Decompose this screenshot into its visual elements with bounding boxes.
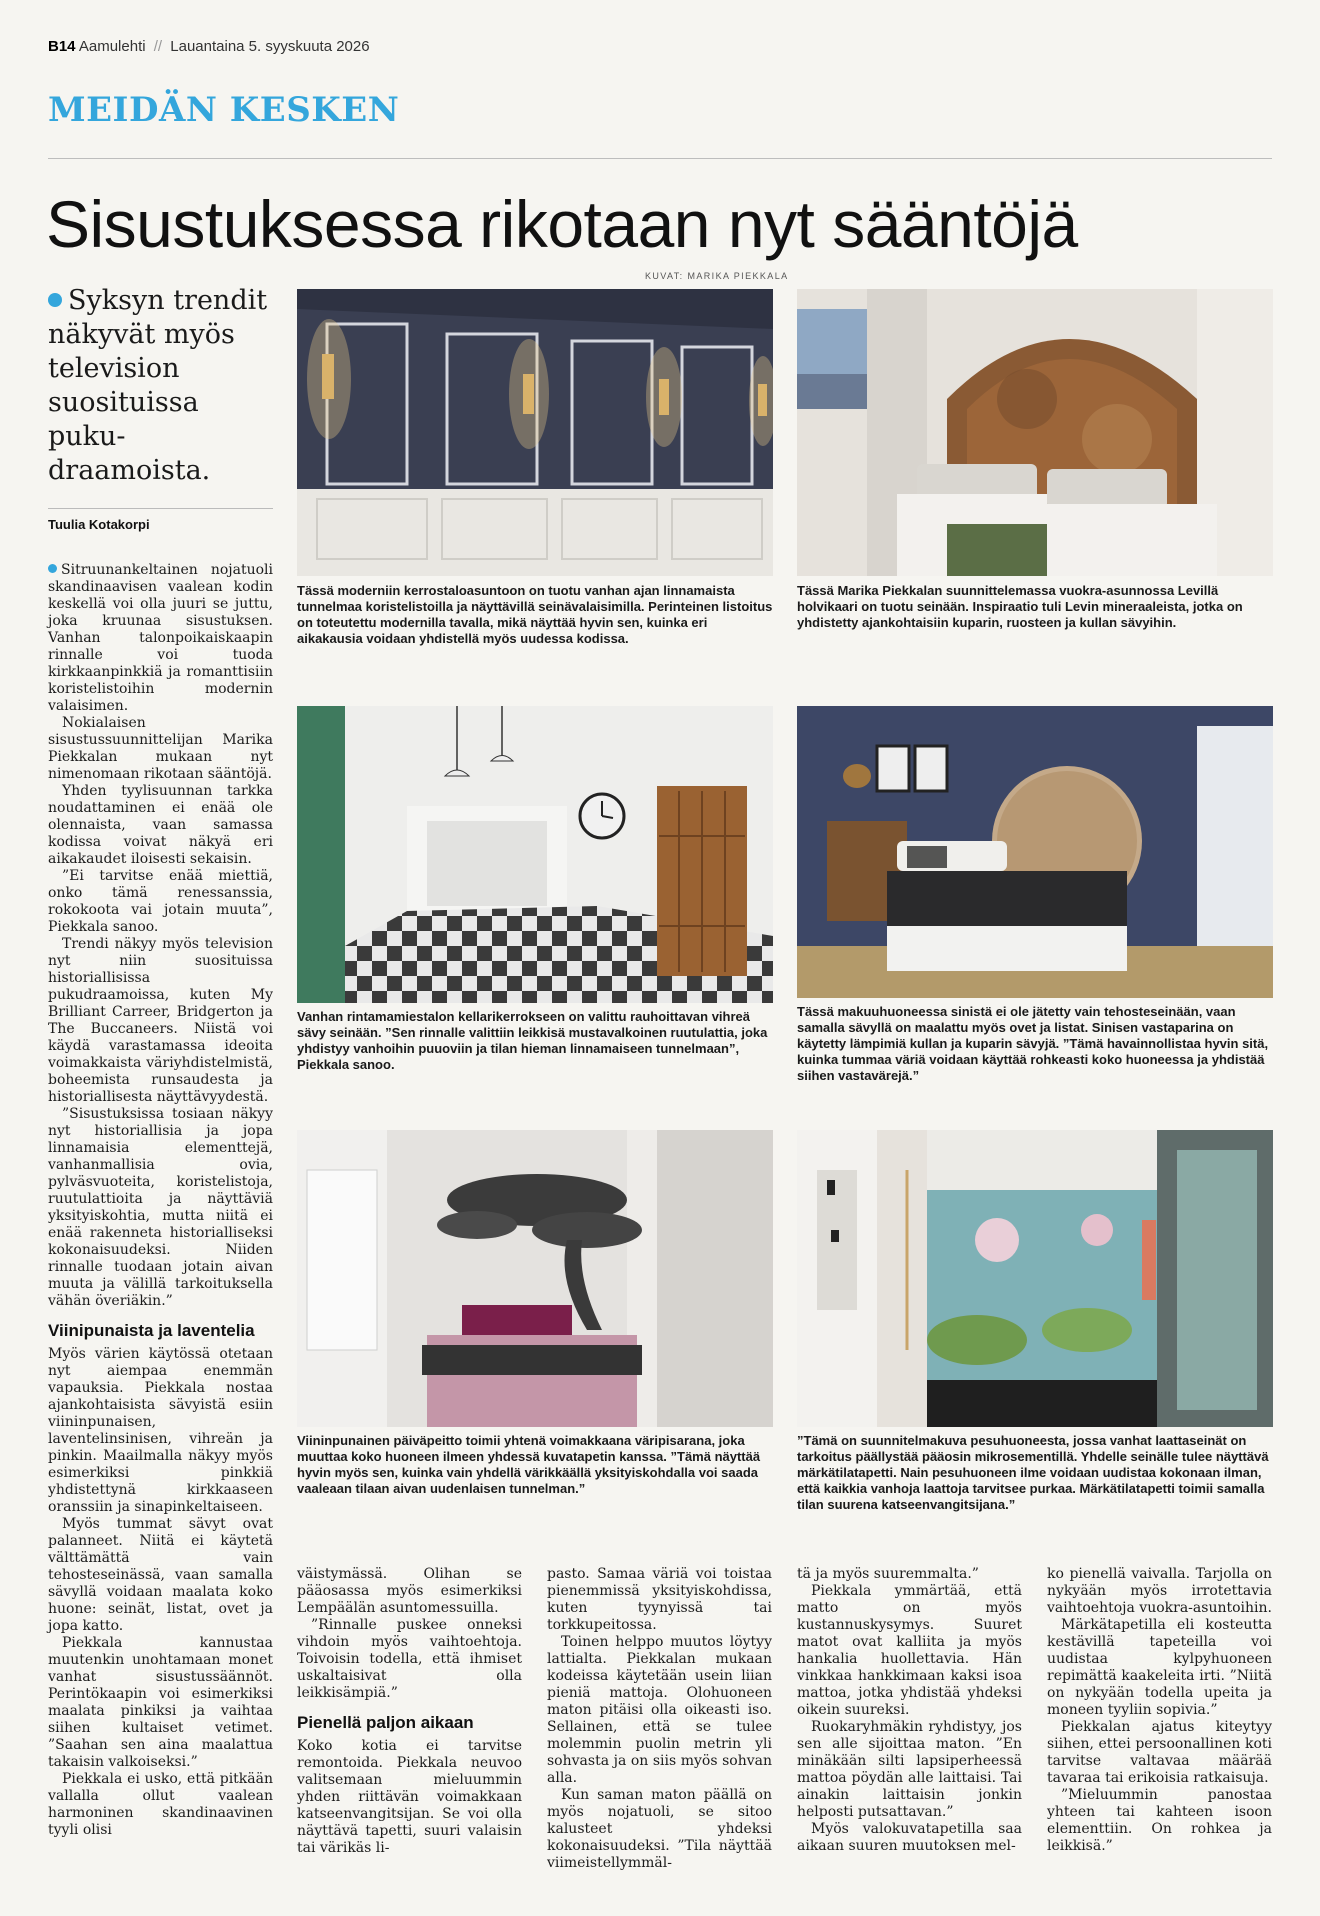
caption-moulding-wall: Tässä moderniin kerrostaloasuntoon on tuotu vanhan ajan linnamaista tunnelmaa koristelistoilla ja näyttävillä seinävalaisimilla. Perinteinen listoitus on toteutettu modernilla tavalla, mikä näyttää hyvin sen, kuinka eri aikakausia voidaan yhdistellä myös uudessa kodissa. <box>297 583 773 646</box>
paragraph: pasto. Samaa väriä voi toistaa pienemmissä yksityiskohdissa, kuten tyynyissä tai torkkupeitossa. <box>547 1566 772 1633</box>
paragraph: ko pienellä vaivalla. Tarjolla on nykyään myös irrotettavia vaihtoehtoja vuokra-asuntoihin. <box>1047 1566 1272 1616</box>
page-number: B14 <box>48 38 76 55</box>
lead-bullet-icon <box>48 293 62 307</box>
paragraph: Kun saman maton päällä on myös nojatuoli, se sitoo kalusteet yhdeksi kokonaisuudeksi. ”Tila näyttää viimeistellymmäl- <box>547 1787 772 1871</box>
paragraph: Myös värien käytössä otetaan nyt aiempaa enemmän vapauksia. Piekkala nostaa ajankohtaisista sävyistä esiin viininpunaisen, laventelinsinisen, vihreän ja pinkin. Maailmalla näkyy myös esimerkiksi pinkkiä yhdistettynä kirkkaaseen oranssiin ja sinapinkeltaiseen. <box>48 1346 273 1515</box>
photo-tree-bedroom <box>297 1130 773 1427</box>
photo-moulding-wall <box>297 289 773 576</box>
article-lead <box>48 284 278 488</box>
byline: Tuulia Kotakorpi <box>48 517 150 532</box>
section-divider <box>48 158 1272 159</box>
paragraph: Piekkalan ajatus kiteytyy siihen, ettei persoonallinen koti tarvitse valtavaa määrää tavaraa tai erikoisia ratkaisuja. <box>1047 1719 1272 1786</box>
issue-date: Lauantaina 5. syyskuuta 2026 <box>170 38 370 55</box>
lead-text: Syksyn trendit näkyvät myös television suosituissa puku-draamoista. <box>48 285 268 486</box>
paragraph: ”Mieluummin panostaa yhteen tai kahteen isoon elementtiin. On rohkea ja leikkisä.” <box>1047 1787 1272 1854</box>
paragraph: Myös valokuvatapetilla saa aikaan suuren muutoksen mel- <box>797 1821 1022 1854</box>
photo-arch-bedroom <box>797 289 1273 576</box>
paragraph-bullet-icon <box>48 564 57 573</box>
body-column-3 <box>547 1566 772 1872</box>
body-column-4 <box>797 1566 1022 1855</box>
paragraph: Sitruunankeltainen nojatuoli skandinaavisen vaalean kodin keskellä voi olla juuri se juttu, joka kruunaa sisustuksen. Vanhan talonpoikaiskaapin rinnalle voi tuoda kirkkaanpinkkiä ja romanttisiin koristelistoihin modernin valaisimen. <box>48 562 273 714</box>
photo-lotus-bathroom <box>797 1130 1273 1427</box>
paragraph: Piekkala ymmärtää, että matto on myös kustannuskysymys. Suuret matot ovat kalliita ja myös hankalia huollettavia. Hän vinkkaa hankkimaan kaksi isoa mattoa, jotka yhdistää yhdeksi oikein suureksi. <box>797 1583 1022 1718</box>
paragraph: Ruokaryhmäkin ryhdistyy, jos sen alle sijoittaa maton. ”En minäkään silti lapsiperheessä mattoa pöydän alle laittaisi. Tai ainakin laittaisin jonkin helposti putsattavan.” <box>797 1719 1022 1820</box>
caption-tree-bedroom: Viininpunainen päiväpeitto toimii yhtenä voimakkaana väripisarana, joka muuttaa koko huoneen ilmeen yhdessä kuvatapetin kanssa. ”Tämä näyttää hyvin myös sen, kuinka vain yhdellä värikkäällä yksityiskohdalla voi saada vaaleaan tilaan aivan uudenlaisen tunnelman.” <box>297 1433 761 1496</box>
paragraph: Koko kotia ei tarvitse remontoida. Piekkala neuvoo valitsemaan mieluummin yhden riittävän voimakkaan katseenvangitsijan. Se voi olla näyttävä tapetti, suuri valaisin tai värikäs li- <box>297 1738 522 1856</box>
paragraph: Myös tummat sävyt ovat palanneet. Niitä ei käytetä välttämättä vain tehosteseinässä, vaan samalla sävyllä voidaan maalata koko huone: seinät, listat, ovet ja jopa katto. <box>48 1516 273 1634</box>
header-separator: // <box>153 38 163 55</box>
page-header <box>48 38 370 55</box>
paper-name: Aamulehti <box>78 38 146 55</box>
photo-checkered-basement <box>297 706 773 1003</box>
paragraph: Piekkala kannustaa muutenkin unohtamaan monet vanhat sisustussäännöt. Perintökaapin voi esimerkiksi maalata pinkiksi ja vaihtaa siihen kultaiset vetimet. ”Saahan sen aina maalattua takaisin valkoiseksi.” <box>48 1635 273 1770</box>
body-column-2 <box>297 1566 522 1857</box>
paragraph: ”Rinnalle puskee onneksi vihdoin myös vaihtoehtoja. Toivoisin todella, että ihmiset uskaltaisivat olla leikkisämpiä.” <box>297 1617 522 1701</box>
paragraph: Yhden tyylisuunnan tarkka noudattaminen ei enää ole olennaista, vaan samassa kodissa voivat näkyä eri aikakaudet iloisesti sekaisin. <box>48 783 273 867</box>
subheading: Pienellä paljon aikaan <box>297 1713 474 1732</box>
paragraph: ”Ei tarvitse enää miettiä, onko tämä renessanssia, rokokoota vai jotain muuta”, Piekkala sanoo. <box>48 868 273 935</box>
section-title: MEIDÄN KESKEN <box>48 90 400 130</box>
caption-arch-bedroom: Tässä Marika Piekkalan suunnittelemassa vuokra-asunnossa Levillä holvikaari on tuotu seinään. Inspiraatio tuli Levin mineraaleista, jotka on yhdistetty ajankohtaisiin kuparin, ruosteen ja kullan sävyihin. <box>797 583 1243 630</box>
paragraph: tä ja myös suuremmalta.” <box>797 1566 979 1582</box>
paragraph: Piekkala ei usko, että pitkään vallalla ollut vaalean harmoninen skandinaavinen tyyli olisi <box>48 1771 273 1838</box>
photo-credit: KUVAT: MARIKA PIEKKALA <box>645 271 789 281</box>
article-headline: Sisustuksessa rikotaan nyt sääntöjä <box>46 187 1078 261</box>
caption-blue-bedroom: Tässä makuuhuoneessa sinistä ei ole jätetty vain tehosteseinään, vaan samalla sävyllä on maalattu myös ovet ja listat. Sinisen vastaparina on käytetty lämpimiä kullan ja kuparin sävyjä. ”Tämä havainnollistaa hyvin sitä, kuinka tummaa väriä voidaan käyttää rohkeasti koko huoneessa ja yhdistää siihen vastavärejä.” <box>797 1004 1269 1083</box>
paragraph: Trendi näkyy myös television nyt niin suosituissa historiallisissa pukudraamoissa, kuten My Brilliant Carreer, Bridgerton ja The Buccaneers. Niistä voi käydä varastamassa ideoita voimakkaista väriyhdistelmistä, boheemista runsaudesta ja historiallisesta näyttävyydestä. <box>48 936 273 1105</box>
paragraph: Toinen helppo muutos löytyy lattialta. Piekkalan mukaan kodeissa käytetään usein liian pieniä mattoja. Olohuoneen maton pitäisi olla oikeasti iso. Sellainen, että se tulee molemmin puolin metrin yli sohvasta ja on siis myös sohvan alla. <box>547 1634 772 1786</box>
photo-blue-bedroom <box>797 706 1273 998</box>
subheading: Viinipunaista ja laventelia <box>48 1321 255 1340</box>
body-column-1 <box>48 562 273 1839</box>
paragraph: väistymässä. Olihan se pääosassa myös esimerkiksi Lempäälän asuntomessuilla. <box>297 1566 522 1616</box>
caption-lotus-bathroom: ”Tämä on suunnitelmakuva pesuhuoneesta, jossa vanhat laattaseinät on tarkoitus päällystää pääosin mikrosementillä. Yhdelle seinälle tulee näyttävä märkätilatapetti. Nain pesuhuoneen ilme voidaan uudistaa kokonaan ilman, että kaikkia vanhoja laattoja tarvitsee purkaa. Märkätilatapetti toimii samalla tilan suurena katseenvangitsijana.” <box>797 1433 1269 1512</box>
paragraph: ”Sisustuksissa tosiaan näkyy nyt historiallisia ja jopa linnamaisia elementtejä, vanhanmallisia ovia, pylväsvuoteita, koristelistoja, ruutulattioita ja näyttäviä yksityiskohtia, mutta niitä ei enää rakenneta historialliseksi kokonaisuudeksi. Niiden rinnalle tuodaan jotain aivan muuta ja välillä tarkoituksella vähän överiäkin.” <box>48 1106 273 1309</box>
body-column-5 <box>1047 1566 1272 1855</box>
paragraph: Märkätapetilla eli kosteutta kestävillä tapeteilla voi uudistaa kylpyhuoneen repimättä kaakeleita irti. ”Niitä on nykyään todella upeita ja moneen tyyliin sopivia.” <box>1047 1617 1272 1718</box>
lead-divider <box>48 508 273 509</box>
paragraph: Nokialaisen sisustussuunnittelijan Marika Piekkalan mukaan nyt nimenomaan rikotaan sääntöjä. <box>48 715 273 782</box>
caption-checkered-basement: Vanhan rintamamiestalon kellarikerrokseen on valittu rauhoittavan vihreä sävy seinään. ”Sen rinnalle valittiin leikkisä mustavalkoinen ruutulattia, joka yhdistyy vanhoihin puuoviin ja tilan hieman linnamaiseen tunnelmaan”, Piekkala sanoo. <box>297 1009 768 1072</box>
